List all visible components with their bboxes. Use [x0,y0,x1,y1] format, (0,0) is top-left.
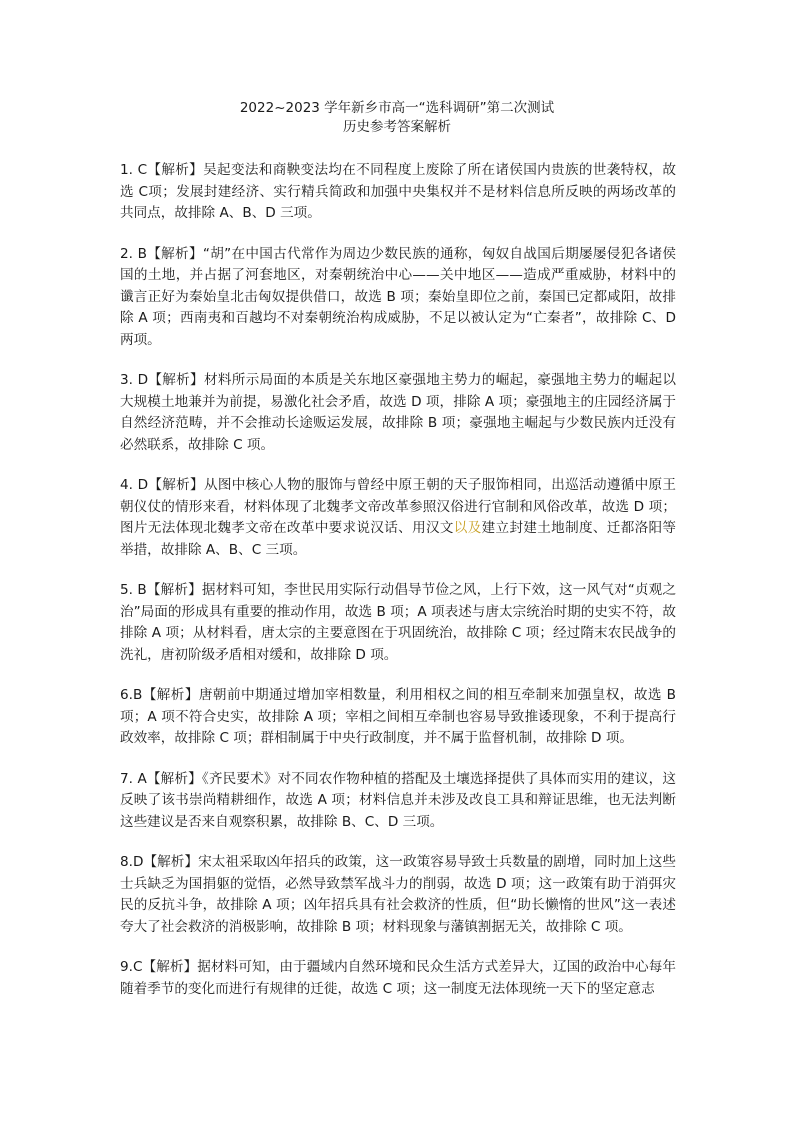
answer-item-3 [120,370,676,456]
question-number: 3. D [120,372,149,388]
analysis-text: 唐朝前中期通过增加宰相数量，利用相权之间的相互牵制来加强皇权，故选 B 项；A 项不符合史实，故排除 A 项；宰相之间相互牵制也容易导致推诿现象，不利于提高行政效率，故排除 C 项；群相制属于中央行政制度，并不属于监督机制，故排除 D 项。 [120,687,677,746]
analysis-tag: 【解析】 [146,245,203,262]
answer-item-7 [120,769,676,834]
analysis-tag: 【解析】 [146,770,202,787]
answer-item-1 [120,160,676,225]
analysis-text: 据材料可知，由于疆域内自然环境和民众生活方式差异大，辽国的政治中心每年随着季节的变化而进行有规律的迁徙，故选 C 项；这一制度无法体现统一天下的坚定意志 [120,959,677,997]
answer-item-5 [120,580,676,666]
analysis-tag: 【解析】 [142,959,198,975]
analysis-text: 从图中核心人物的服饰与曾经中原王朝的天子服饰相同，出巡活动遵循中原王朝仪仗的情形来看，材料体现了北魏孝文帝改革参照汉俗进行官制和风俗改革，故选 D 项；图片无法体现北魏孝文帝在改革中要求说汉话、用汉文 [120,477,676,536]
analysis-text: “胡”在中国古代常作为周边少数民族的通称，匈奴自战国后期屡屡侵犯各诸侯国的土地，并占据了河套地区，对秦朝统治中心——关中地区——造成严重威胁，材料中的谶言正好为秦始皇北击匈奴提供借口，故选 B 项；秦始皇即位之前，秦国已定都咸阳，故排除 A 项；西南夷和百越均不对秦朝统治构成威胁，不足以被认定为“亡秦者”，故排除 C、D 两项。 [120,245,677,348]
question-number: 9.C [120,959,143,975]
question-number: 8.D [120,854,144,870]
analysis-tag: 【解析】 [143,854,199,870]
analysis-tag: 【解析】 [148,477,204,493]
analysis-text: 《齐民要术》对不同农作物种植的搭配及土壤选择提供了具体而实用的建议，这反映了该书崇尚精耕细作，故选 A 项；材料信息并未涉及改良工具和辩证思维，也无法判断这些建议是否来自观察积累，故排除 B、C、D 三项。 [120,770,677,830]
answer-item-9 [120,957,676,1000]
question-number: 6.B [120,687,143,703]
document-subtitle: 历史参考答案解析 [343,119,451,135]
answer-list [120,160,676,1019]
document-title: 2022~2023 学年新乡市高一“选科调研”第二次测试 [239,100,555,116]
analysis-text: 吴起变法和商鞅变法均在不同程度上废除了所在诸侯国内贵族的世袭特权，故选 C项；发展封建经济、实行精兵简政和加强中央集权并不是材料信息所反映的两场改革的共同点，故排除 A、B、D 三项。 [120,162,676,221]
document-header [0,99,794,137]
question-number: 1. C [120,162,148,178]
analysis-text-continued: 建立封建土地制度、迁都洛阳等举措，故排除 A、B、C 三项。 [120,520,677,558]
analysis-text: 据材料可知，李世民用实际行动倡导节俭之风，上行下效，这一风气对“贞观之治”局面的形成具有重要的推动作用，故选 B 项；A 项表述与唐太宗统治时期的史实不符，故排除 A 项；从材料看，唐太宗的主要意图在于巩固统治，故排除 C 项；经过隋末农民战争的洗礼，唐初阶级矛盾相对缓和，故排除 D 项。 [120,582,677,663]
answer-item-8 [120,852,676,938]
analysis-text: 材料所示局面的本质是关东地区豪强地主势力的崛起，豪强地主势力的崛起以大规模土地兼并为前提，易激化社会矛盾，故选 D 项，排除 A 项；豪强地主的庄园经济属于自然经济范畴，并不会推动长途贩运发展，故排除 B 项；豪强地主崛起与少数民族内迁没有必然联系，故排除 C 项。 [120,372,676,453]
answer-item-6 [120,685,676,750]
analysis-tag: 【解析】 [147,162,204,178]
analysis-tag: 【解析】 [142,687,199,703]
analysis-tag: 【解析】 [148,372,204,388]
answer-item-4 [120,475,676,561]
question-number: 7. A [120,770,147,787]
question-number: 2. B [120,245,147,262]
analysis-tag: 【解析】 [146,582,202,598]
answer-item-2 [120,244,676,352]
analysis-text: 宋太祖采取凶年招兵的政策，这一政策容易导致士兵数量的剧增，同时加上这些士兵缺乏为国捐躯的觉悟，必然导致禁军战斗力的削弱，故选 D 项；这一政策有助于消弭灾民的反抗斗争，故排除 A 项；凶年招兵具有社会救济的性质，但“助长懒惰的世风”这一表述夸大了社会救济的消极影响，故排除 B 项；材料现象与藩镇割据无关，故排除 C 项。 [120,854,677,935]
highlighted-text: 以及 [453,520,482,536]
question-number: 4. D [120,477,149,493]
question-number: 5. B [120,582,147,598]
